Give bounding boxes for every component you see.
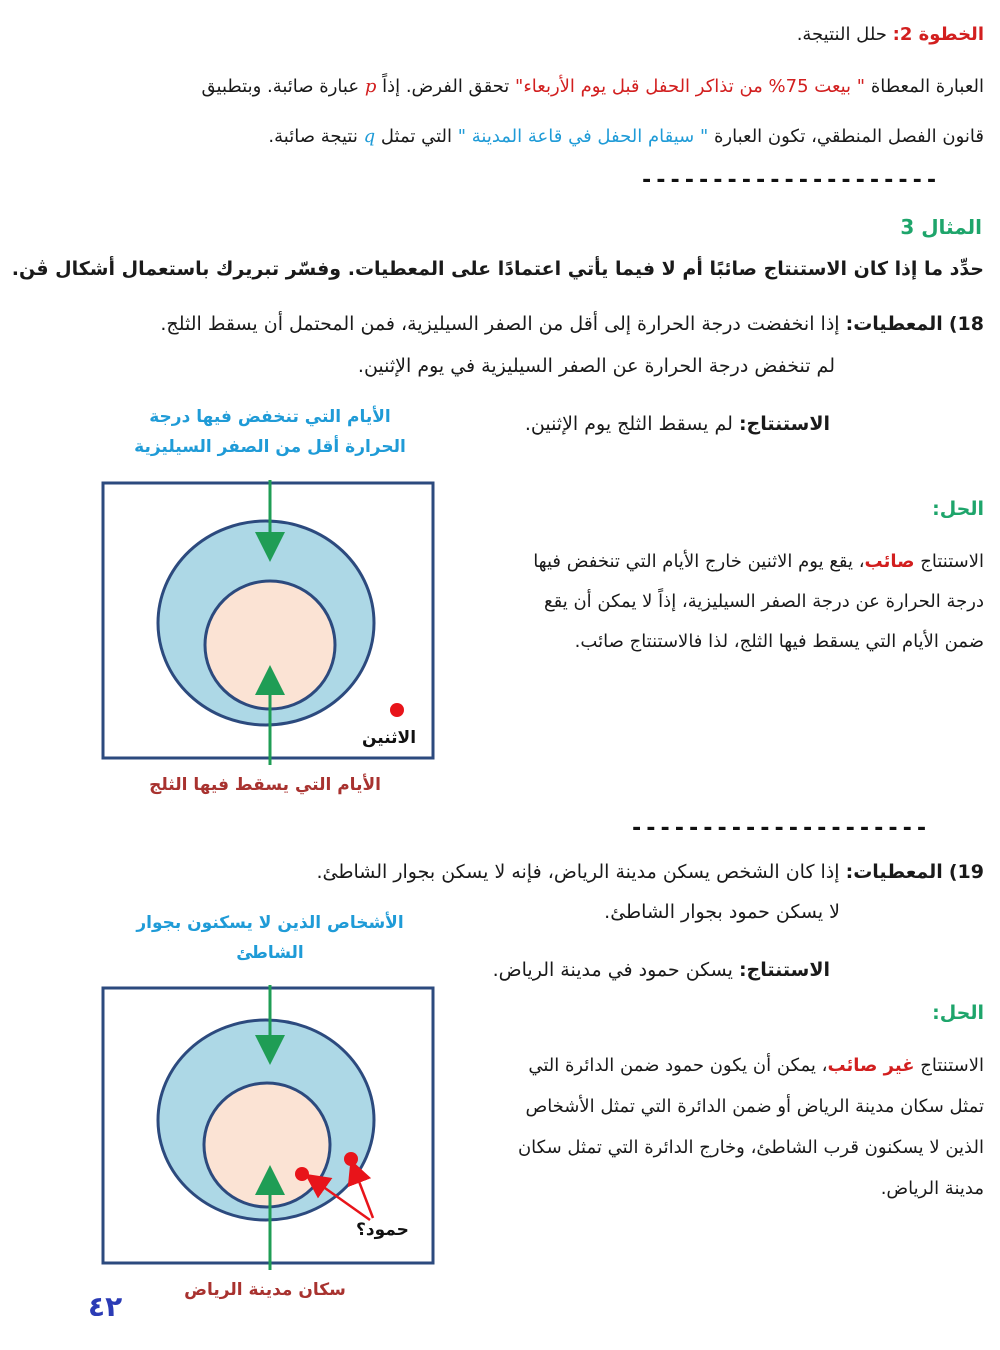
q19-given-line2: لا يسكن حمود بجوار الشاطئ. bbox=[604, 901, 840, 923]
given-label: المعطيات: bbox=[845, 861, 943, 883]
q19-solution bbox=[454, 1045, 984, 1209]
text-span: عبارة صائبة. وبتطبيق bbox=[201, 76, 360, 97]
solution-line: تمثل سكان مدينة الرياض أو ضمن الدائرة التي تمثل الأشخاص bbox=[525, 1096, 984, 1117]
step2-heading-label: الخطوة 2: bbox=[892, 24, 984, 45]
label-line: الأيام التي تنخفض فيها درجة bbox=[149, 407, 391, 427]
monday-point bbox=[390, 703, 404, 717]
text-span: ، يمكن أن يكون حمود ضمن الدائرة التي bbox=[528, 1055, 828, 1076]
variable-q: q bbox=[363, 126, 376, 147]
label-line: الأشخاص الذين لا يسكنون بجوار bbox=[136, 913, 404, 933]
solution-line: الذين لا يسكنون قرب الشاطئ، وخارج الدائرة التي تمثل سكان bbox=[517, 1137, 984, 1158]
page-number: ٤٢ bbox=[88, 1290, 123, 1323]
step2-heading bbox=[797, 22, 984, 48]
label-line: الحرارة أقل من الصفر السيليزية bbox=[134, 437, 406, 457]
text-span: الاستنتاج bbox=[920, 551, 984, 572]
q18-given-line1 bbox=[160, 310, 984, 338]
verdict: صائب bbox=[864, 551, 915, 572]
hamoud-point-outside bbox=[344, 1152, 358, 1166]
conclusion-text: لم يسقط الثلج يوم الإثنين. bbox=[524, 413, 733, 435]
hamoud-point-inside bbox=[295, 1167, 309, 1181]
q18-venn-inner-label: الأيام التي يسقط فيها الثلج bbox=[149, 775, 381, 795]
conclusion-label: الاستنتاج: bbox=[738, 413, 830, 435]
text-span: العبارة المعطاة bbox=[870, 76, 984, 97]
question-number: 19) bbox=[948, 861, 984, 883]
text-span: التي تمثل bbox=[380, 126, 452, 147]
separator-2: --------------------- bbox=[630, 816, 930, 841]
solution-line: درجة الحرارة عن درجة الصفر السيليزية، إذاً لا يمكن أن يقع bbox=[544, 591, 984, 612]
solution-line bbox=[454, 542, 984, 582]
conclusion-text: يسكن حمود في مدينة الرياض. bbox=[492, 959, 733, 981]
step2-paragraph-line2 bbox=[268, 124, 984, 150]
q18-venn-outer-label bbox=[110, 402, 430, 462]
separator: --------------------- bbox=[640, 168, 940, 193]
given-label: المعطيات: bbox=[845, 313, 943, 335]
q18-solution bbox=[454, 542, 984, 662]
conclusion-label: الاستنتاج: bbox=[738, 959, 830, 981]
q18-point-label: الاثنين bbox=[362, 728, 417, 748]
step2-heading-text: حلل النتيجة. bbox=[796, 24, 887, 45]
q18-solution-label: الحل: bbox=[932, 498, 984, 520]
step2-paragraph-line1 bbox=[202, 74, 985, 100]
solution-line: مدينة الرياض. bbox=[880, 1178, 984, 1199]
inner-circle bbox=[204, 1083, 330, 1207]
label-line: الشاطئ bbox=[236, 943, 304, 963]
verdict: غير صائب bbox=[827, 1055, 915, 1076]
q19-point-label: حمود؟ bbox=[356, 1220, 409, 1240]
q19-conclusion bbox=[493, 956, 830, 984]
solution-line: ضمن الأيام التي يسقط فيها الثلج، لذا فالاستنتاج صائب. bbox=[574, 631, 984, 652]
quoted-statement-p: " بيعت 75% من تذاكر الحفل قبل يوم الأربعاء" bbox=[515, 76, 866, 97]
given-text: إذا انخفضت درجة الحرارة إلى أقل من الصفر السيليزية، فمن المحتمل أن يسقط الثلج. bbox=[160, 313, 840, 335]
q18-given-line2: لم تنخفض درجة الحرارة عن الصفر السيليزية في يوم الإثنين. bbox=[357, 355, 835, 377]
text-span: الاستنتاج bbox=[920, 1055, 984, 1076]
question-number: 18) bbox=[948, 313, 984, 335]
quoted-statement-q: " سيقام الحفل في قاعة المدينة " bbox=[457, 126, 709, 147]
example-title: المثال 3 bbox=[900, 215, 982, 239]
given-text: إذا كان الشخص يسكن مدينة الرياض، فإنه لا يسكن بجوار الشاطئ. bbox=[316, 861, 840, 883]
q19-solution-label: الحل: bbox=[932, 1002, 984, 1024]
text-span: نتيجة صائبة. bbox=[268, 126, 358, 147]
q19-venn-outer-label bbox=[110, 908, 430, 968]
text-span: ، يقع يوم الاثنين خارج الأيام التي تنخفض فيها bbox=[533, 551, 865, 572]
variable-p: p bbox=[364, 76, 377, 97]
text-span: قانون الفصل المنطقي، تكون العبارة bbox=[713, 126, 984, 147]
q19-given-line1 bbox=[317, 858, 985, 886]
text-span: تحقق الفرض. إذاً bbox=[382, 76, 510, 97]
q18-venn-diagram bbox=[95, 475, 445, 820]
example-instruction: حدِّد ما إذا كان الاستنتاج صائبًا أم لا فيما يأتي اعتمادًا على المعطيات. وفسّر تبريرك باستعمال أشكال ڤن. bbox=[11, 258, 984, 280]
solution-line bbox=[454, 1045, 984, 1086]
q18-conclusion bbox=[525, 410, 830, 438]
q19-venn-inner-label: سكان مدينة الرياض bbox=[184, 1280, 346, 1300]
